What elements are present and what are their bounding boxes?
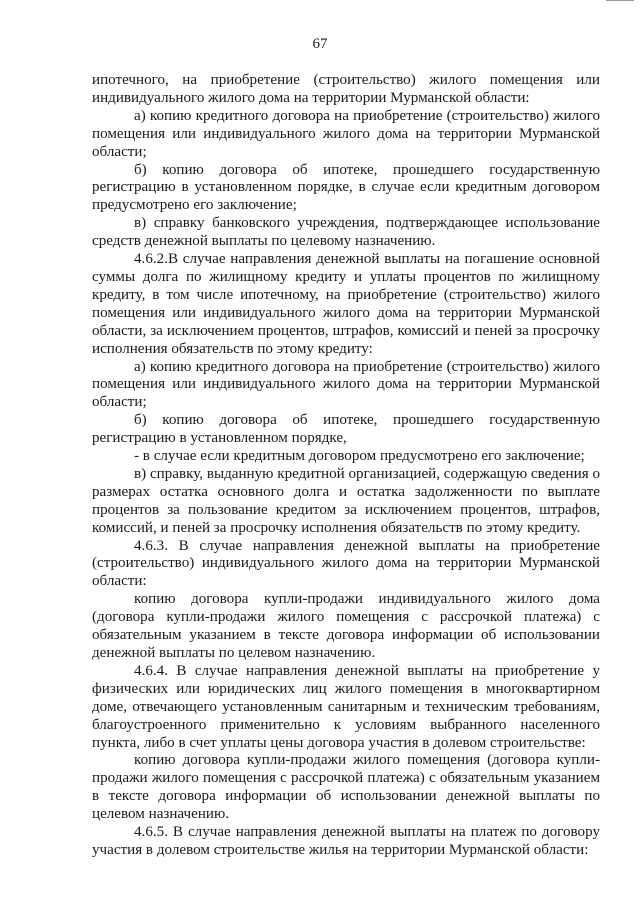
- document-body: [92, 72, 600, 860]
- paragraph: - в случае если кредитным договором предусмотрено его заключение;: [134, 448, 585, 465]
- page-number: 67: [312, 36, 328, 52]
- paragraph: 4.6.2.В случае направления денежной выплаты на погашение основной суммы долга по жилищному кредиту и уплаты процентов по жилищному кредиту, в том числе ипотечному, на приобретение (строительство) жилого помещения или индивидуального жилого дома на территории Мурманской области, за исключением процентов, штрафов, комиссий и пеней за просрочку исполнения обязательств по этому кредиту:: [92, 251, 600, 357]
- paragraph: б) копию договора об ипотеке, прошедшего государственную регистрацию в установленном порядке,: [92, 412, 600, 447]
- paragraph: в) справку, выданную кредитной организацией, содержащую сведения о размерах остатка основного долга и остатка задолженности по выплате процентов за пользование кредитом за исключением процентов, штрафов, комиссий, и пеней за просрочку исполнения обязательств по этому кредиту.: [92, 465, 600, 536]
- paragraph: в) справку банковского учреждения, подтверждающее использование средств денежной выплаты по целевому назначению.: [92, 215, 600, 250]
- paragraph: б) копию договора об ипотеке, прошедшего государственную регистрацию в установленном порядке, в случае если кредитным договором предусмотрено его заключение;: [92, 161, 600, 214]
- scan-edge-mark: [606, 0, 634, 1]
- paragraph: а) копию кредитного договора на приобретение (строительство) жилого помещения или индивидуального жилого дома на территории Мурманской области;: [92, 107, 600, 160]
- paragraph: 4.6.4. В случае направления денежной выплаты на приобретение у физических или юридических лиц жилого помещения в многоквартирном доме, отвечающего установленным санитарным и техническим требованиям, благоустроенного применительно к условиям выбранного населенного пункта, либо в счет уплаты цены договора участия в долевом строительстве:: [92, 662, 600, 751]
- paragraph: 4.6.3. В случае направления денежной выплаты на приобретение (строительство) индивидуального жилого дома на территории Мурманской области:: [92, 537, 600, 590]
- paragraph: ипотечного, на приобретение (строительство) жилого помещения или индивидуального жилого дома на территории Мурманской области:: [92, 72, 600, 106]
- paragraph: а) копию кредитного договора на приобретение (строительство) жилого помещения или индивидуального жилого дома на территории Мурманской области;: [92, 358, 600, 411]
- paragraph: 4.6.5. В случае направления денежной выплаты на платеж по договору участия в долевом строительстве жилья на территории Мурманской области:: [92, 824, 600, 858]
- paragraph: копию договора купли-продажи индивидуального жилого дома (договора купли-продажи жилого помещения с рассрочкой платежа) с обязательным указанием в тексте договора информации об использовании денежной выплаты по целевом назначению.: [92, 591, 600, 661]
- paragraph: копию договора купли-продажи жилого помещения (договора купли-продажи жилого помещения с рассрочкой платежа) с обязательным указанием в тексте договора информации об использовании денежной выплаты по целевом назначению.: [92, 752, 600, 823]
